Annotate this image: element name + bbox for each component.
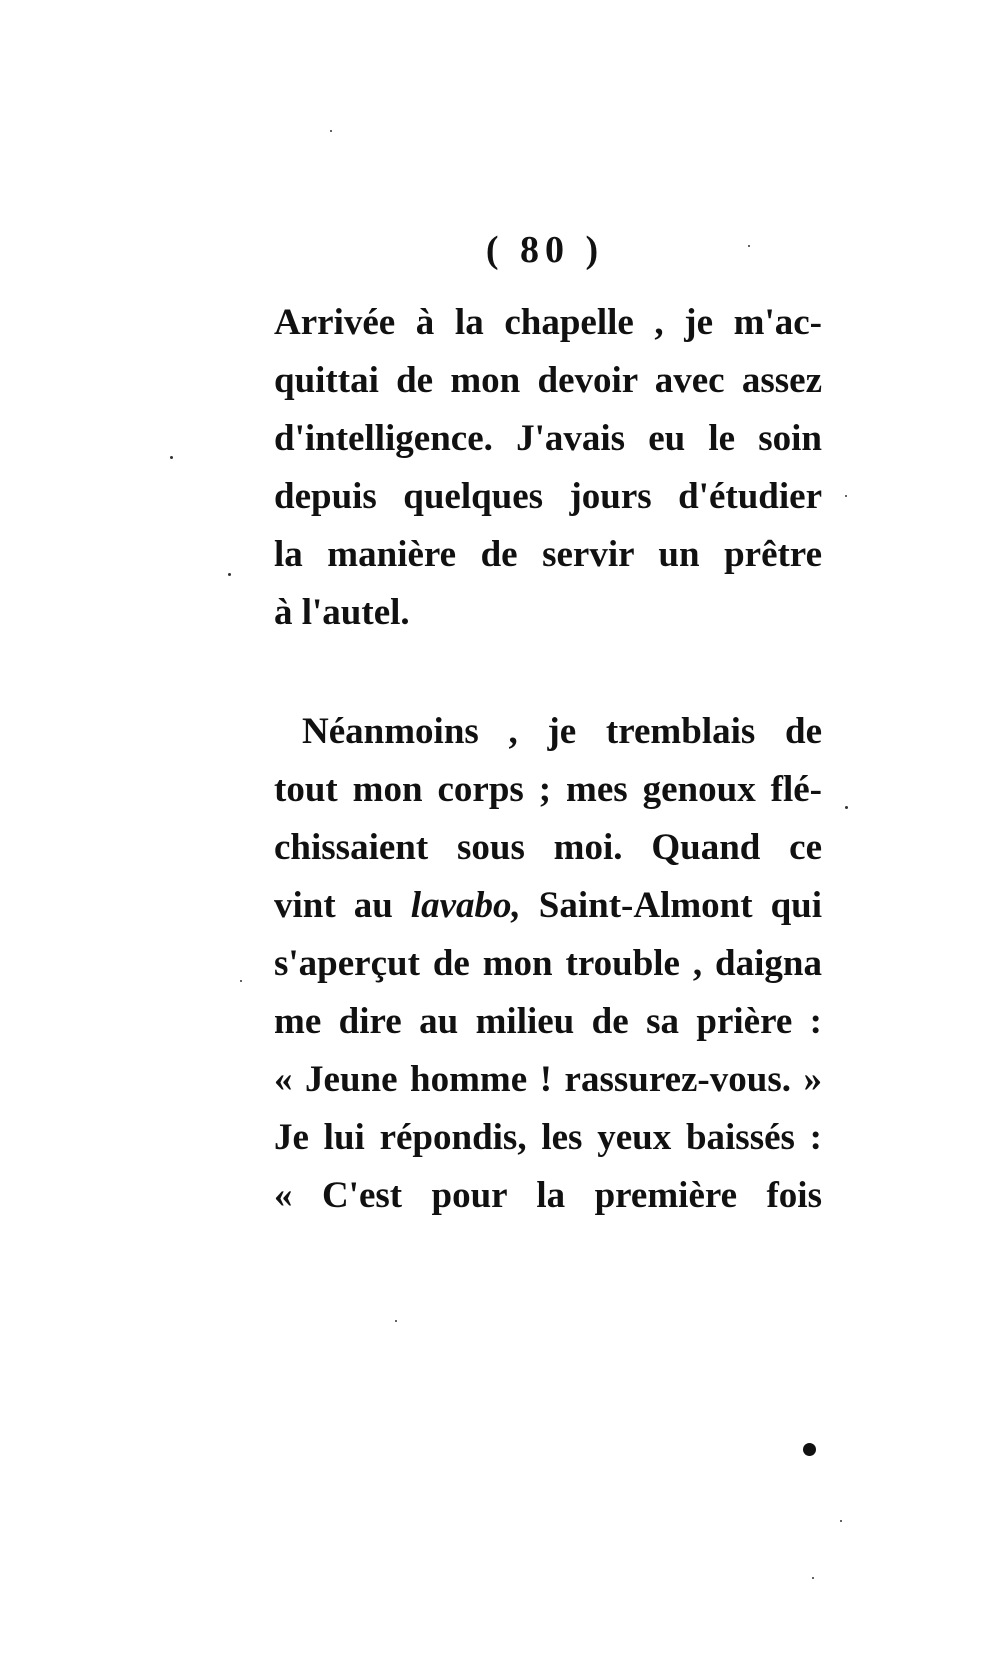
paragraph-2 xyxy=(274,703,822,1225)
text-line: à l'autel. xyxy=(274,592,410,633)
scan-speck xyxy=(170,456,173,459)
text-line-mixed xyxy=(274,877,822,935)
text-line: « C'est pour la première fois xyxy=(274,1175,822,1216)
text-line: chissaient sous moi. Quand ce xyxy=(274,827,822,868)
scan-speck xyxy=(845,495,847,497)
text-line: quittai de mon devoir avec assez xyxy=(274,360,822,401)
scan-speck xyxy=(395,1320,397,1322)
text-segment: vint au xyxy=(274,885,393,926)
text-line: la manière de servir un prêtre xyxy=(274,534,822,575)
text-line: Je lui répondis, les yeux baissés : xyxy=(274,1117,822,1158)
text-line: Néanmoins , je tremblais de xyxy=(302,711,822,752)
italic-term: lavabo, xyxy=(410,885,521,926)
scan-speck xyxy=(803,1443,816,1456)
scan-speck xyxy=(748,245,750,247)
text-segment: Saint-Almont qui xyxy=(538,885,823,926)
scan-speck xyxy=(228,573,231,576)
scan-speck xyxy=(240,980,242,982)
paragraph-1 xyxy=(274,294,822,642)
text-line: Arrivée à la chapelle , je m'ac- xyxy=(274,302,822,343)
text-line: tout mon corps ; mes genoux flé- xyxy=(274,769,822,810)
scan-speck xyxy=(840,1520,842,1522)
page-number: ( 80 ) xyxy=(485,229,605,271)
text-line: s'aperçut de mon trouble , daigna xyxy=(274,943,822,984)
scan-speck xyxy=(812,1577,814,1579)
text-line: me dire au milieu de sa prière : xyxy=(274,1001,822,1042)
text-line: « Jeune homme ! rassurez-vous. » xyxy=(274,1059,822,1100)
text-line: d'intelligence. J'avais eu le soin xyxy=(274,418,822,459)
scan-speck xyxy=(330,130,332,132)
text-line: depuis quelques jours d'étudier xyxy=(274,476,822,517)
scan-speck xyxy=(845,806,848,809)
